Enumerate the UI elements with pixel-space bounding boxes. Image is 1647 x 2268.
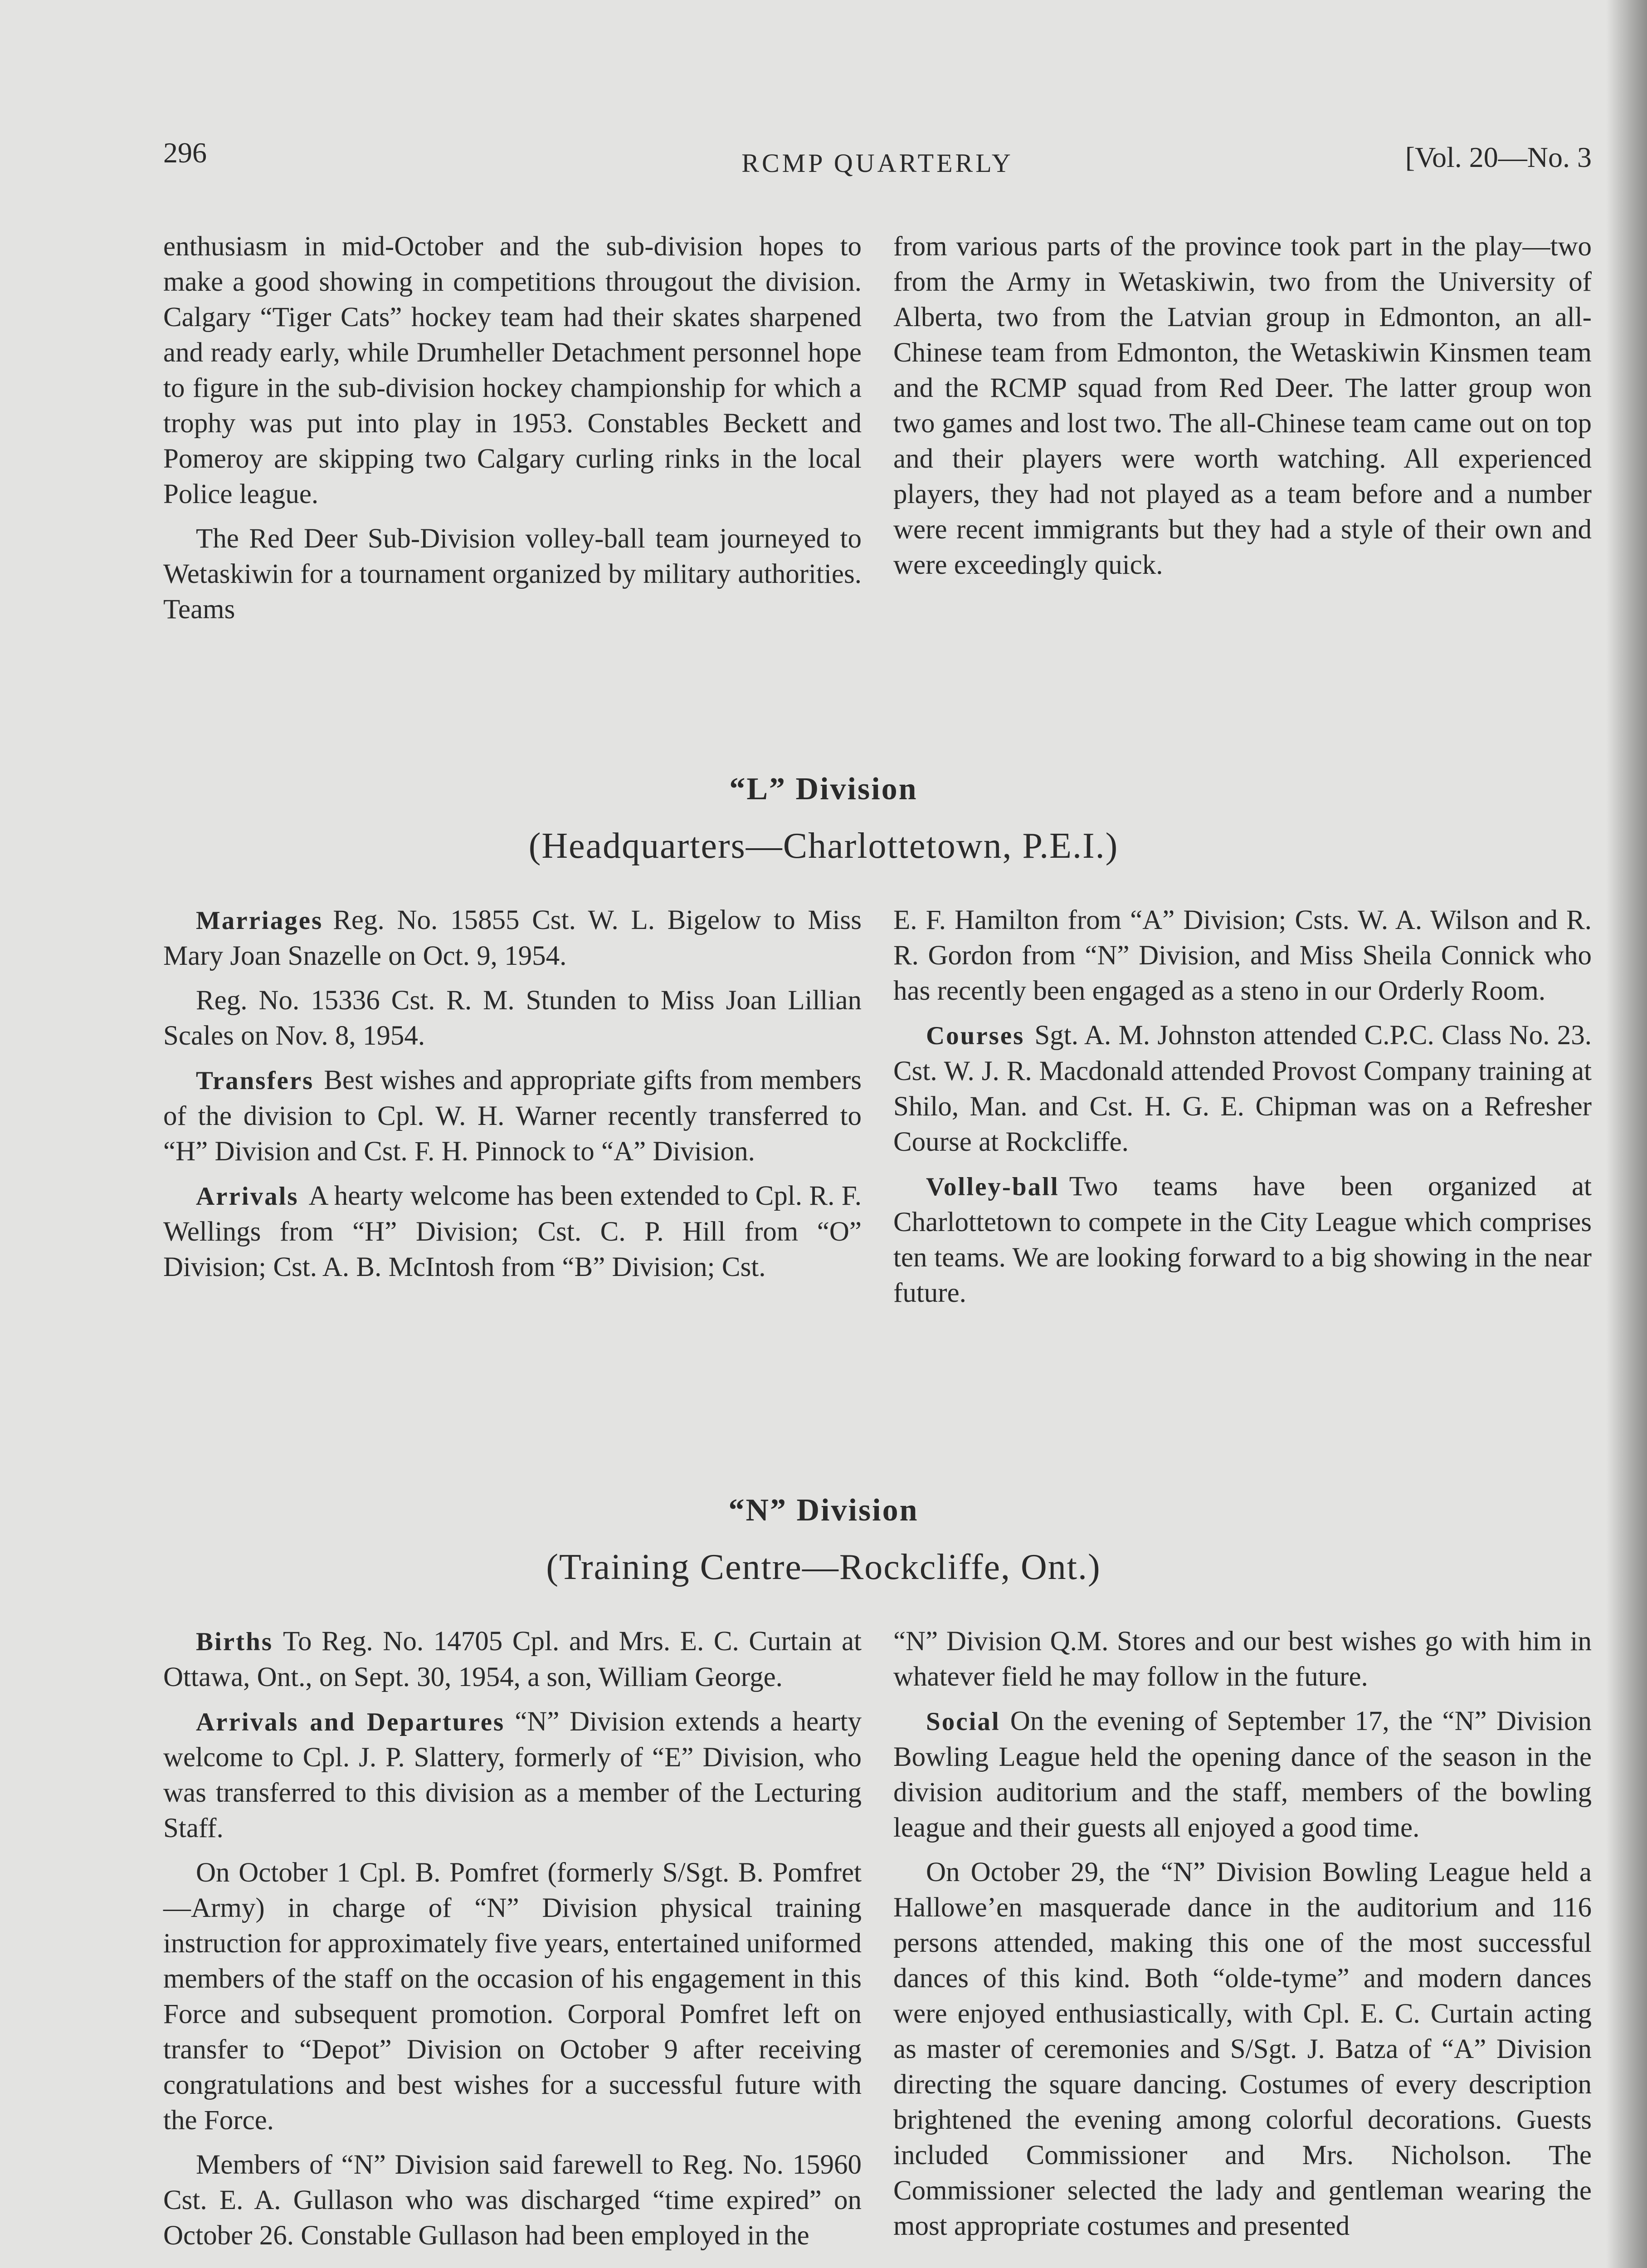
paragraph: “N” Division Q.M. Stores and our best wishes go with him in whatever field he may follow in the future. [893,1626,1592,1692]
n-division-columns [163,1624,1592,2263]
paragraph: Courses Sgt. A. M. Johnston attended C.P.C. Class No. 23. Cst. W. J. R. Macdonald attended Provost Company training at Shilo, Man. and Cst. H. G. E. Chipman was on a Refresher Course at Rockcliffe. [893,1020,1592,1157]
subhead-courses: Courses [926,1022,1025,1050]
subhead-social: Social [926,1707,1000,1736]
paragraph: Transfers Best wishes and appropriate gifts from members of the division to Cpl. W. H. Warner recently transferred to “H” Division and Cst. F. H. Pinnock to “A” Division. [163,1065,862,1167]
paragraph: E. F. Hamilton from “A” Division; Csts. W. A. Wilson and R. R. Gordon from “N” Division, and Miss Sheila Connick who has recently been engaged as a steno in our Orderly Room. [893,905,1592,1006]
paragraph: enthusiasm in mid-October and the sub-division hopes to make a good showing in competitions througout the division. Calgary “Tiger Cats” hockey team had their skates sharpened and ready early, while Drumheller Detachment personnel hope to figure in the sub-division hockey championship for which a trophy was put into play in 1953. Constables Beckett and Pomeroy are skipping two Calgary curling rinks in the local Police league. [163,231,862,509]
top-continued-columns [163,229,1592,636]
paragraph: Births To Reg. No. 14705 Cpl. and Mrs. E. C. Curtain at Ottawa, Ont., on Sept. 30, 1954, a son, William George. [163,1626,862,1692]
paragraph: Marriages Reg. No. 15855 Cst. W. L. Bigelow to Miss Mary Joan Snazelle on Oct. 9, 1954. [163,905,862,971]
section-title-l-division: “L” Division [729,772,918,807]
page-number: 296 [163,137,207,169]
running-title: RCMP QUARTERLY [741,148,1014,178]
subhead-transfers: Transfers [196,1066,314,1095]
running-header [163,136,1592,191]
paragraph: from various parts of the province took part in the play—two from the Army in Wetaskiwin, two from the University of Alberta, two from the Latvian group in Edmonton, an all-Chinese team from Edmonton, the Wetaskiwin Kinsmen team and the RCMP squad from Red Deer. The latter group won two games and lost two. The all-Chinese team came out on top and their players were worth watching. All experienced players, they had not played as a team before and a number were recent immigrants but they had a style of their own and were exceedingly quick. [893,231,1592,580]
section-subtitle-l-division: (Headquarters—Charlottetown, P.E.I.) [528,826,1119,866]
section-title-n-division: “N” Division [728,1493,919,1528]
subhead-arrivals-departures: Arrivals and Departures [196,1708,505,1736]
top-left-column [163,229,862,636]
paragraph: Members of “N” Division said farewell to Reg. No. 15960 Cst. E. A. Gullason who was discharged “time expired” on October 26. Constable Gullason had been employed in the [163,2150,862,2251]
subhead-arrivals: Arrivals [196,1182,299,1211]
n-left-column [163,1624,862,2263]
top-right-column [893,229,1592,636]
section-subtitle-n-division: (Training Centre—Rockcliffe, Ont.) [546,1547,1101,1587]
l-division-columns [163,903,1592,1320]
l-left-column [163,903,862,1320]
volume-issue: [Vol. 20—No. 3 [1405,141,1592,173]
subhead-volley-ball: Volley-ball [926,1173,1059,1201]
l-right-column [893,903,1592,1320]
paragraph: Arrivals and Departures “N” Division extends a hearty welcome to Cpl. J. P. Slattery, formerly of “E” Division, who was transferred to this division as a member of the Lecturing Staff. [163,1706,862,1843]
paragraph: Reg. No. 15336 Cst. R. M. Stunden to Miss Joan Lillian Scales on Nov. 8, 1954. [163,985,862,1051]
paragraph: The Red Deer Sub-Division volley-ball team journeyed to Wetaskiwin for a tournament organized by military authorities. Teams [163,523,862,625]
paragraph: On October 1 Cpl. B. Pomfret (formerly S/Sgt. B. Pomfret—Army) in charge of “N” Division physical training instruction for approximately five years, entertained uniformed members of the staff on the occasion of his engagement in this Force and subsequent promotion. Corporal Pomfret left on transfer to “Depot” Division on October 9 after receiving congratulations and best wishes for a successful future with the Force. [163,1857,862,2136]
page-edge-shadow [1606,0,1647,2268]
n-right-column [893,1624,1592,2263]
paragraph: Volley-ball Two teams have been organized at Charlottetown to compete in the City League which comprises ten teams. We are looking forward to a big showing in the near future. [893,1171,1592,1308]
subhead-marriages: Marriages [196,906,323,935]
paragraph: On October 29, the “N” Division Bowling League held a Hallowe’en masquerade dance in the auditorium and 116 persons attended, making this one of the most successful dances of this kind. Both “olde-tyme” and modern dances were enjoyed enthusiastically, with Cpl. E. C. Curtain acting as master of ceremonies and S/Sgt. J. Batza of “A” Division directing the square dancing. Costumes of every description brightened the evening among colorful decorations. Guests included Commissioner and Mrs. Nicholson. The Commissioner selected the lady and gentleman wearing the most appropriate costumes and presented [893,1857,1592,2241]
subhead-births: Births [196,1628,273,1656]
paragraph: Social On the evening of September 17, the “N” Division Bowling League held the opening dance of the season in the division auditorium and the staff, members of the bowling league and their guests all enjoyed a good time. [893,1706,1592,1843]
paragraph: Arrivals A hearty welcome has been extended to Cpl. R. F. Wellings from “H” Division; Cst. C. P. Hill from “O” Division; Cst. A. B. McIntosh from “B” Division; Cst. [163,1181,862,1282]
